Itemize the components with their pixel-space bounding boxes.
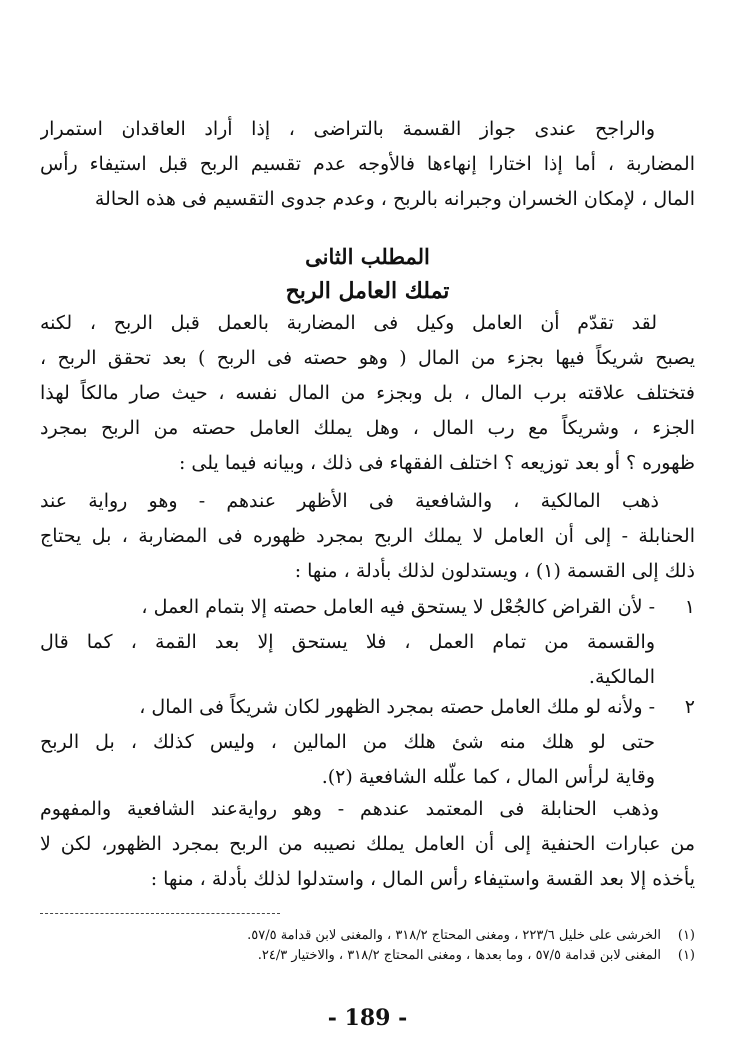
evidence-item-2 bbox=[40, 690, 695, 795]
text-line: وقاية لرأس المال ، كما علّله الشافعية (٢). bbox=[321, 766, 655, 788]
item-text: - لأن القراض كالجُعْل لا يستحق فيه العامل حصته إلا بتمام العمل ، bbox=[141, 596, 655, 618]
item-number: ١ bbox=[684, 596, 695, 618]
item-number: ٢ bbox=[684, 696, 695, 718]
footnote-text: الخرشى على خليل ٢٢٣/٦ ، ومغنى المحتاج ٣١٨/٢ ، والمغنى لابن قدامة ٥٧/٥. bbox=[247, 928, 661, 943]
text-line: الحنابلة - إلى أن العامل لا يملك الربح بمجرد ظهوره فى المضاربة ، بل يحتاج bbox=[40, 525, 695, 547]
text-line: يأخذه إلا بعد القسة واستيفاء رأس المال ، واستدلوا لذلك بأدلة ، منها : bbox=[150, 868, 695, 890]
footnote-number: (١) bbox=[677, 928, 695, 943]
evidence-item-1 bbox=[40, 590, 695, 695]
section-subtitle: تملك العامل الربح bbox=[285, 278, 450, 304]
text-line: ذهب المالكية ، والشافعية فى الأظهر عندهم - وهو رواية عند bbox=[40, 490, 659, 512]
paragraph-1 bbox=[40, 112, 695, 217]
text-line: المال ، لإمكان الخسران وجبرانه بالربح ، وعدم جدوى التقسيم فى هذه الحالة bbox=[94, 188, 695, 210]
footnotes bbox=[40, 926, 695, 966]
book-page bbox=[40, 0, 695, 1055]
text-line: المضاربة ، أما إذا اختارا إنهاءها فالأوجه عدم تقسيم الربح قبل استيفاء رأس bbox=[40, 153, 695, 175]
footnote-number: (١) bbox=[677, 948, 695, 963]
text-line: ظهوره ؟ أو بعد توزيعه ؟ اختلف الفقهاء فى ذلك ، وبيانه فيما يلى : bbox=[178, 452, 695, 474]
text-line: من عبارات الحنفية إلى أن العامل يملك نصيبه من الربح بمجرد الظهور، لكن لا bbox=[40, 833, 695, 855]
text-line: الجزء ، وشريكاً مع رب المال ، وهل يملك العامل حصته من الربح بمجرد bbox=[40, 417, 695, 439]
footnote-separator bbox=[40, 913, 280, 914]
footnote bbox=[40, 946, 695, 966]
footnote bbox=[40, 926, 695, 946]
item-text: - ولأنه لو ملك العامل حصته بمجرد الظهور لكان شريكاً فى المال ، bbox=[139, 696, 655, 718]
footnote-text: المغنى لابن قدامة ٥٧/٥ ، وما بعدها ، ومغنى المحتاج ٣١٨/٢ ، والاختيار ٢٤/٣. bbox=[257, 948, 661, 963]
text-line: والراجح عندى جواز القسمة بالتراضى ، إذا أراد العاقدان استمرار bbox=[40, 118, 655, 140]
text-line: لقد تقدّم أن العامل وكيل فى المضاربة بالعمل قبل الربح ، لكنه bbox=[40, 312, 657, 334]
text-line: وذهب الحنابلة فى المعتمد عندهم - وهو روايةعند الشافعية والمفهوم bbox=[40, 798, 659, 820]
text-line: يصبح شريكاً فيها بجزء من المال ( وهو حصته فى الربح ) بعد تحقق الربح ، bbox=[40, 347, 695, 369]
paragraph-4 bbox=[40, 792, 695, 897]
paragraph-2 bbox=[40, 306, 695, 481]
item-first-line bbox=[40, 690, 695, 725]
item-first-line bbox=[40, 590, 695, 625]
paragraph-3 bbox=[40, 484, 695, 589]
text-line: حتى لو هلك منه شئ هلك من المالين ، وليس كذلك ، بل الربح bbox=[40, 731, 655, 753]
text-line: فتختلف علاقته برب المال ، بل وبجزء من المال نفسه ، حيث صار مالكاً لهذا bbox=[40, 382, 695, 404]
page-number: - 189 - bbox=[327, 1005, 408, 1031]
text-line: والقسمة من تمام العمل ، فلا يستحق إلا بعد القمة ، كما قال bbox=[40, 631, 655, 653]
text-line: ذلك إلى القسمة (١) ، ويستدلون لذلك بأدلة ، منها : bbox=[294, 560, 695, 582]
text-line: المالكية. bbox=[588, 666, 655, 688]
section-title: المطلب الثانى bbox=[305, 244, 430, 269]
